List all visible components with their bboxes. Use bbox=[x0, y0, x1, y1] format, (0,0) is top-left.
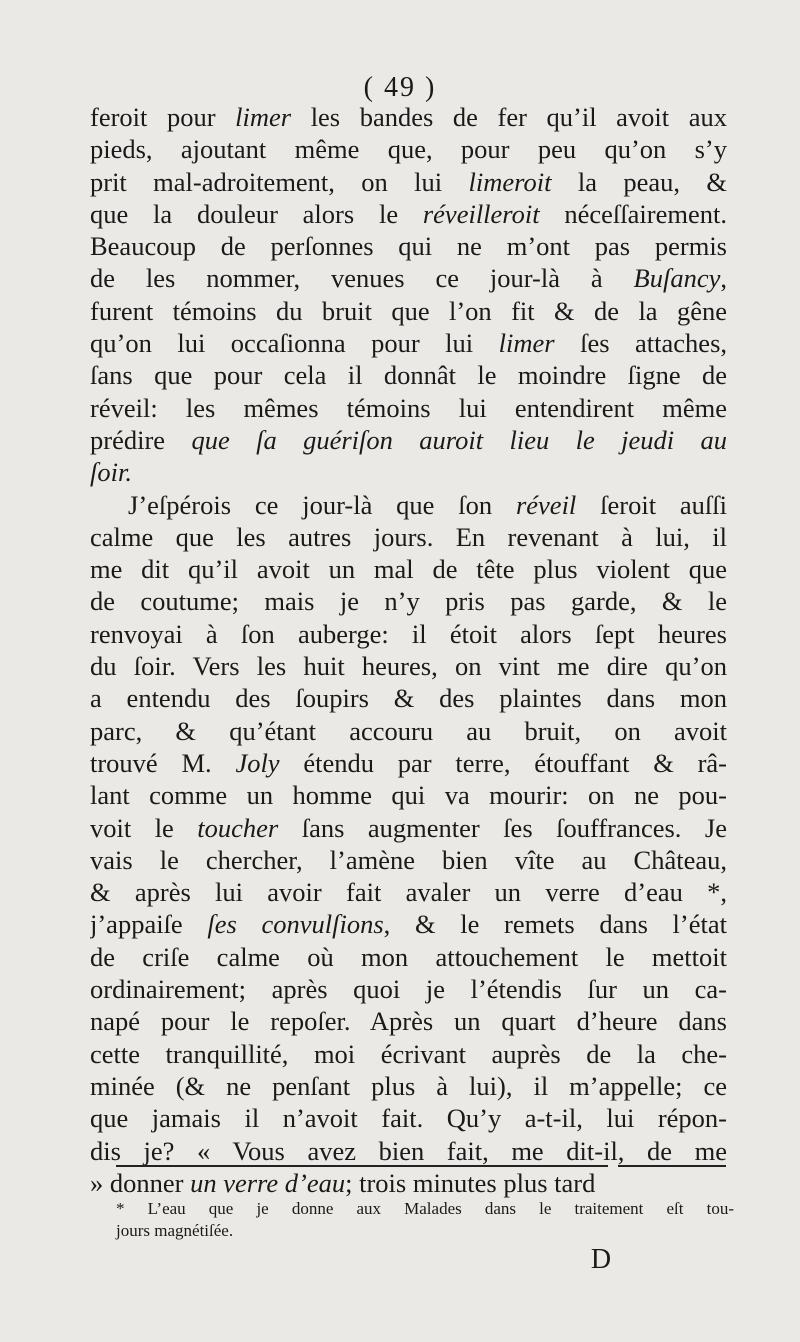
text-line bbox=[90, 198, 727, 230]
text-line bbox=[90, 489, 727, 521]
text-line bbox=[90, 1070, 727, 1102]
text-run: limer bbox=[235, 102, 292, 132]
text-line bbox=[90, 327, 727, 359]
footnote bbox=[116, 1198, 734, 1242]
text-line bbox=[90, 1038, 727, 1070]
text-run: prédire bbox=[90, 424, 192, 455]
text-line bbox=[90, 101, 727, 133]
text-line bbox=[90, 908, 727, 940]
text-run: qu’on lui occaſionna pour lui bbox=[90, 328, 499, 359]
text-run: renvoyai à ſon auberge: il étoit alors ſept heures bbox=[90, 618, 727, 649]
text-run: Joly bbox=[235, 747, 280, 778]
text-line bbox=[90, 715, 727, 747]
text-line bbox=[90, 424, 727, 456]
text-line bbox=[90, 230, 727, 262]
text-run: que la douleur alors le bbox=[90, 198, 423, 229]
text-run: que jamais il n’avoit fait. Qu’y a-t-il, lui répon- bbox=[90, 1103, 727, 1134]
text-run: feroit pour bbox=[90, 102, 236, 132]
text-line bbox=[90, 844, 727, 876]
text-run: calme que les autres jours. En revenant à lui, il bbox=[90, 521, 727, 552]
text-line bbox=[90, 1005, 727, 1037]
text-line bbox=[90, 876, 727, 908]
footnote-rule-short bbox=[618, 1165, 726, 1167]
text-line bbox=[90, 747, 727, 779]
footnote-line: * L’eau que je donne aux Malades dans le traitement eſt tou- bbox=[116, 1199, 734, 1218]
text-run: ; trois minutes plus tard bbox=[345, 1167, 596, 1198]
text-run: les bandes de fer qu’il avoit aux bbox=[291, 102, 727, 132]
text-run: limer bbox=[498, 328, 555, 359]
text-run: » donner bbox=[90, 1167, 191, 1198]
footnote-rule bbox=[116, 1165, 608, 1167]
text-run: ordinairement; après quoi je l’étendis ſur un ca- bbox=[90, 974, 727, 1005]
text-run: lant comme un homme qui va mourir: on ne pou- bbox=[90, 780, 727, 811]
text-line bbox=[90, 553, 727, 585]
text-line bbox=[90, 1135, 727, 1167]
text-line bbox=[90, 262, 727, 294]
text-run: j’appaiſe bbox=[90, 909, 208, 940]
text-line bbox=[90, 133, 727, 165]
text-run: minée (& ne penſant plus à lui), il m’appelle; ce bbox=[90, 1070, 727, 1101]
text-line bbox=[90, 779, 727, 811]
text-run: ſes convulſions bbox=[207, 909, 384, 940]
text-run: J’eſpérois ce jour-là que ſon bbox=[128, 489, 516, 520]
text-run: limeroit bbox=[468, 166, 552, 197]
text-run: prit mal-adroitement, on lui bbox=[90, 166, 469, 197]
text-line bbox=[90, 166, 727, 198]
text-run: étendu par terre, étouffant & râ- bbox=[279, 747, 727, 778]
text-line bbox=[90, 1167, 727, 1199]
text-line bbox=[90, 456, 727, 488]
text-run: a entendu des ſoupirs & des plaintes dans mon bbox=[90, 683, 727, 714]
text-run: réveil: les mêmes témoins lui entendirent même bbox=[90, 392, 727, 423]
signature-mark: D bbox=[590, 1244, 612, 1275]
text-run: ſeroit auſſi bbox=[576, 489, 727, 520]
text-line bbox=[90, 973, 727, 1005]
footnote-line: jours magnétiſée. bbox=[116, 1221, 234, 1240]
text-run: parc, & qu’étant accouru au bruit, on avoit bbox=[90, 715, 727, 746]
text-line bbox=[90, 1102, 727, 1134]
text-run: la peau, & bbox=[551, 166, 727, 197]
text-run: & après lui avoir fait avaler un verre d’eau *, bbox=[90, 877, 727, 908]
text-line bbox=[90, 392, 727, 424]
text-run: voit le bbox=[90, 812, 198, 843]
text-run: réveil bbox=[515, 489, 577, 520]
text-run: de coutume; mais je n’y pris pas garde, & le bbox=[90, 586, 727, 617]
text-run: , bbox=[720, 263, 727, 294]
text-run: ſans augmenter ſes ſouffrances. Je bbox=[278, 812, 727, 843]
text-run: , & le remets dans l’état bbox=[383, 909, 727, 940]
text-line bbox=[90, 618, 727, 650]
text-run: ſoir. bbox=[90, 457, 132, 488]
text-run: napé pour le repoſer. Après un quart d’heure dans bbox=[90, 1006, 727, 1037]
text-line bbox=[90, 650, 727, 682]
text-run: ſans que pour cela il donnât le moindre ſigne de bbox=[90, 360, 727, 391]
text-run: de les nommer, venues ce jour-là à bbox=[90, 263, 634, 294]
text-run: ſes attaches, bbox=[554, 328, 727, 359]
text-run: un verre d’eau bbox=[190, 1167, 346, 1198]
text-line bbox=[90, 585, 727, 617]
text-run: dis je? « Vous avez bien fait, me dit-il, de me bbox=[90, 1135, 727, 1166]
body-text bbox=[90, 101, 727, 1199]
text-run: furent témoins du bruit que l’on fit & de la gêne bbox=[90, 295, 727, 326]
text-line bbox=[90, 295, 727, 327]
text-line bbox=[90, 941, 727, 973]
text-run: réveilleroit bbox=[422, 198, 540, 229]
text-run: du ſoir. Vers les huit heures, on vint me dire qu’on bbox=[90, 651, 727, 682]
text-run: Beaucoup de perſonnes qui ne m’ont pas permis bbox=[90, 231, 727, 262]
text-run: néceſſairement. bbox=[539, 198, 727, 229]
text-line bbox=[90, 521, 727, 553]
text-run: que ſa guériſon auroit lieu le jeudi au bbox=[191, 424, 727, 455]
text-run: de criſe calme où mon attouchement le mettoit bbox=[90, 941, 727, 972]
text-run: cette tranquillité, moi écrivant auprès de la che- bbox=[90, 1038, 727, 1069]
text-run: me dit qu’il avoit un mal de tête plus violent que bbox=[90, 554, 727, 585]
text-line bbox=[90, 682, 727, 714]
text-run: toucher bbox=[197, 812, 279, 843]
text-run: pieds, ajoutant même que, pour peu qu’on s’y bbox=[90, 134, 727, 165]
text-run: trouvé M. bbox=[90, 747, 236, 778]
text-run: vais le chercher, l’amène bien vîte au Château, bbox=[90, 844, 727, 875]
text-run: Buſancy bbox=[633, 263, 721, 294]
text-line bbox=[90, 359, 727, 391]
text-line bbox=[90, 812, 727, 844]
page-number: ( 49 ) bbox=[363, 72, 437, 103]
